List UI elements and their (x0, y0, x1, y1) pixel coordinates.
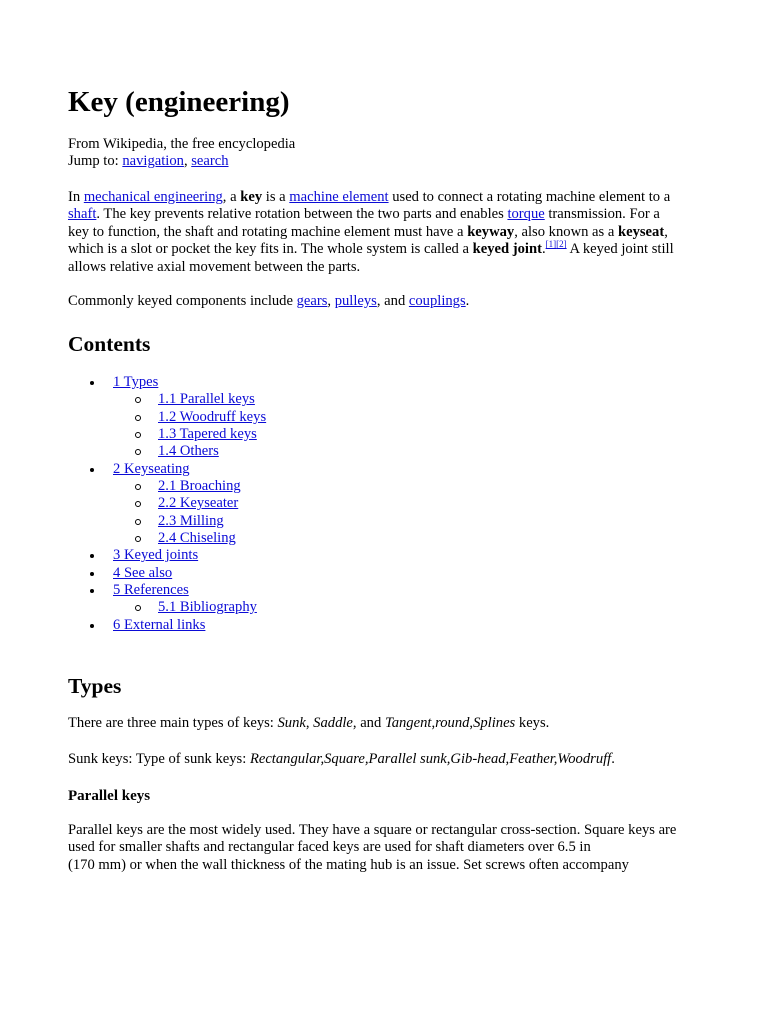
text: Parallel keys are the most widely used. They have a square or rectangular cross-section. Square keys are used for smaller shafts and rectangular faced keys are used for shaft diameters over 6.5 in (68, 822, 677, 856)
types-paragraph (68, 715, 688, 732)
text: . (465, 293, 470, 309)
reference-markers (546, 239, 567, 249)
toc-link[interactable]: 1.2 Woodruff keys (158, 408, 267, 425)
text: Commonly keyed components include (68, 293, 297, 309)
text: , and (352, 715, 385, 731)
toc-item (68, 599, 266, 616)
bold-term-keyway: keyway (467, 223, 515, 240)
jump-to-label: Jump to: (68, 153, 123, 170)
toc-link[interactable]: 5.1 Bibliography (158, 599, 257, 616)
pulleys-link[interactable]: pulleys (334, 293, 377, 309)
text: There are three main types of keys: (68, 715, 278, 731)
text: . (611, 751, 615, 767)
toc-link[interactable]: 4 See also (113, 564, 173, 581)
table-of-contents (68, 374, 266, 634)
italic-term: round (435, 715, 470, 731)
intro-paragraph (68, 189, 683, 276)
ref-2-link[interactable]: [2] (556, 239, 567, 250)
toc-link[interactable]: 3 Keyed joints (113, 547, 199, 564)
toc-link[interactable]: 1 Types (113, 374, 159, 390)
from-text: From Wikipedia, the free encyclopedia (68, 136, 296, 152)
toc-link[interactable]: 5 References (113, 582, 189, 599)
types-heading: Types (68, 674, 122, 698)
toc-item (68, 617, 266, 634)
page-title: Key (engineering) (68, 86, 290, 118)
text: is a (262, 189, 290, 205)
toc-item (68, 478, 266, 495)
toc-item (68, 530, 266, 547)
torque-link[interactable]: torque (507, 206, 545, 223)
toc-item (68, 461, 266, 478)
toc-link[interactable]: 2.4 Chiseling (158, 530, 236, 547)
text: , (305, 715, 314, 731)
parallel-keys-heading: Parallel keys (68, 788, 151, 804)
toc-item (68, 374, 266, 391)
site-subtitle (68, 136, 688, 171)
text: used to connect a rotating machine element to a (388, 189, 671, 205)
toc-item (68, 495, 266, 512)
toc-link[interactable]: 6 External links (113, 616, 206, 633)
text: , which is a slot or pocket the key fits in. The whole system is called a (68, 223, 668, 258)
toc-item (68, 391, 266, 408)
text: , (431, 715, 436, 731)
bold-term-keyseat: keyseat (617, 223, 665, 240)
text: . (541, 241, 546, 258)
toc-link[interactable]: 2.1 Broaching (158, 478, 241, 495)
text: , (469, 715, 474, 731)
navigation-link[interactable]: navigation (122, 153, 184, 170)
text: , a (222, 189, 241, 205)
parallel-keys-paragraph (68, 822, 680, 874)
toc-item (68, 547, 266, 564)
text: A keyed joint still allows relative axial movement between the parts. (68, 241, 674, 275)
toc-link[interactable]: 1.3 Tapered keys (158, 426, 257, 443)
bold-term-key: key (240, 189, 263, 205)
toc-link[interactable]: 2.3 Milling (158, 512, 224, 529)
toc-link[interactable]: 1.1 Parallel keys (158, 391, 255, 408)
gears-link[interactable]: gears (296, 293, 328, 309)
toc-item (68, 513, 266, 530)
toc-link[interactable]: 2 Keyseating (113, 460, 190, 477)
text: transmission. For a key to function, the shaft and rotating machine element must have a (68, 206, 660, 240)
shaft-link[interactable]: shaft (68, 206, 97, 223)
italic-term: Saddle (313, 715, 353, 731)
machine-element-link[interactable]: machine element (289, 189, 389, 205)
toc-link[interactable]: 2.2 Keyseater (158, 495, 239, 512)
search-link[interactable]: search (191, 153, 229, 170)
separator: , (183, 153, 192, 170)
text: , (327, 293, 335, 309)
text: (170 mm) or when the wall thickness of the mating hub is an issue. Set screws often accompany (68, 856, 629, 873)
couplings-link[interactable]: couplings (408, 293, 466, 309)
text: keys. (515, 715, 550, 731)
italic-term: Splines (473, 715, 516, 731)
sunk-keys-paragraph (68, 751, 688, 768)
toc-item (68, 565, 266, 582)
mechanical-engineering-link[interactable]: mechanical engineering (83, 189, 223, 205)
italic-term: Rectangular,Square,Parallel sunk,Gib-head,Feather,Woodruff (249, 751, 612, 767)
toc-item (68, 426, 266, 443)
text: Sunk keys: Type of sunk keys: (68, 751, 250, 767)
ref-1-link[interactable]: [1] (545, 239, 557, 250)
toc-link[interactable]: 1.4 Others (158, 443, 219, 460)
toc-item (68, 443, 266, 460)
text: . The key prevents relative rotation between the two parts and enables (96, 206, 508, 223)
italic-term: Sunk (277, 715, 306, 731)
text: , and (376, 293, 409, 309)
text: , also known as a (514, 223, 618, 240)
bold-term-keyed-joint: keyed joint (472, 241, 542, 258)
components-paragraph (68, 293, 688, 310)
contents-heading: Contents (68, 332, 151, 356)
italic-term: Tangent (384, 715, 432, 731)
toc-item (68, 582, 266, 599)
text: In (68, 189, 84, 205)
toc-item (68, 409, 266, 426)
